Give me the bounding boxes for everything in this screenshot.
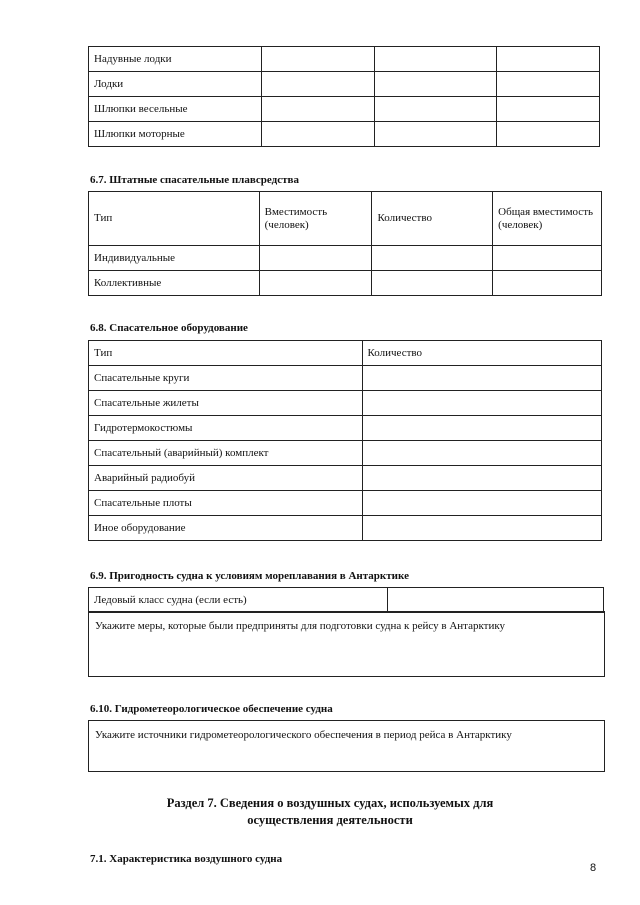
- section-6-9-heading: 6.9. Пригодность судна к условиям мореплавания в Антарктике: [90, 570, 409, 582]
- lifesaving-craft-table: [88, 191, 602, 296]
- table-row: [89, 391, 602, 416]
- boats-row-label: Шлюпки моторные: [89, 122, 262, 147]
- table-header-row: [89, 341, 602, 366]
- table-cell[interactable]: [375, 97, 497, 122]
- table-row: [89, 466, 602, 491]
- row-label: Спасательные плоты: [89, 491, 363, 516]
- row-label: Гидротермокостюмы: [89, 416, 363, 441]
- table-row: [89, 366, 602, 391]
- row-label: Аварийный радиобуй: [89, 466, 363, 491]
- section-6-7-heading: 6.7. Штатные спасательные плавсредства: [90, 174, 299, 186]
- table-row: [89, 491, 602, 516]
- boats-row-label: Шлюпки весельные: [89, 97, 262, 122]
- table-cell[interactable]: [261, 122, 375, 147]
- ice-class-label: Ледовый класс судна (если есть): [89, 588, 388, 613]
- table-row: [89, 588, 604, 613]
- table-cell[interactable]: [375, 72, 497, 97]
- column-header: Количество: [362, 341, 602, 366]
- table-row: [89, 47, 600, 72]
- hydromet-sources-box[interactable]: [88, 720, 605, 772]
- table-cell[interactable]: [362, 391, 602, 416]
- section-7-1-heading: 7.1. Характеристика воздушного судна: [90, 853, 283, 865]
- table-cell[interactable]: [497, 97, 600, 122]
- table-cell[interactable]: [372, 271, 493, 296]
- table-cell[interactable]: [493, 271, 602, 296]
- table-row: [89, 246, 602, 271]
- boats-row-label: Лодки: [89, 72, 262, 97]
- hydromet-sources-prompt: Укажите источники гидрометеорологического обеспечения в период рейса в Антарктику: [95, 729, 512, 741]
- lifesaving-equipment-table: [88, 340, 602, 541]
- row-label: Индивидуальные: [89, 246, 260, 271]
- table-cell[interactable]: [497, 47, 600, 72]
- row-label: Иное оборудование: [89, 516, 363, 541]
- table-cell[interactable]: [375, 47, 497, 72]
- table-cell[interactable]: [362, 416, 602, 441]
- table-cell[interactable]: [362, 441, 602, 466]
- table-cell[interactable]: [362, 466, 602, 491]
- table-header-row: [89, 192, 602, 246]
- section-7-title: Раздел 7. Сведения о воздушных судах, используемых для осуществления деятельности: [166, 796, 494, 827]
- table-cell[interactable]: [497, 122, 600, 147]
- row-label: Спасательные жилеты: [89, 391, 363, 416]
- row-label: Спасательные круги: [89, 366, 363, 391]
- table-row: [89, 416, 602, 441]
- table-cell[interactable]: [362, 516, 602, 541]
- page-number: 8: [590, 862, 597, 874]
- column-header: Тип: [89, 341, 363, 366]
- section-6-8-heading: 6.8. Спасательное оборудование: [90, 322, 248, 334]
- column-header: Общая вместимость (человек): [493, 192, 602, 246]
- preparation-measures-box[interactable]: [88, 611, 605, 677]
- ice-class-table: [88, 587, 604, 613]
- table-row: [89, 271, 602, 296]
- table-cell[interactable]: [261, 97, 375, 122]
- boats-row-label: Надувные лодки: [89, 47, 262, 72]
- table-cell[interactable]: [372, 246, 493, 271]
- row-label: Коллективные: [89, 271, 260, 296]
- table-cell[interactable]: [259, 246, 372, 271]
- table-cell[interactable]: [261, 47, 375, 72]
- table-cell[interactable]: [259, 271, 372, 296]
- row-label: Спасательный (аварийный) комплект: [89, 441, 363, 466]
- table-row: [89, 72, 600, 97]
- table-row: [89, 122, 600, 147]
- section-6-10-heading: 6.10. Гидрометеорологическое обеспечение судна: [90, 703, 333, 715]
- preparation-measures-prompt: Укажите меры, которые были предприняты для подготовки судна к рейсу в Антарктику: [95, 620, 506, 632]
- column-header: Количество: [372, 192, 493, 246]
- table-cell[interactable]: [375, 122, 497, 147]
- table-cell[interactable]: [362, 366, 602, 391]
- column-header: Тип: [89, 192, 260, 246]
- table-cell[interactable]: [493, 246, 602, 271]
- boats-table: [88, 46, 600, 147]
- table-row: [89, 97, 600, 122]
- column-header: Вместимость (человек): [259, 192, 372, 246]
- table-row: [89, 516, 602, 541]
- table-cell[interactable]: [497, 72, 600, 97]
- table-cell[interactable]: [261, 72, 375, 97]
- ice-class-field[interactable]: [388, 588, 604, 613]
- table-row: [89, 441, 602, 466]
- table-cell[interactable]: [362, 491, 602, 516]
